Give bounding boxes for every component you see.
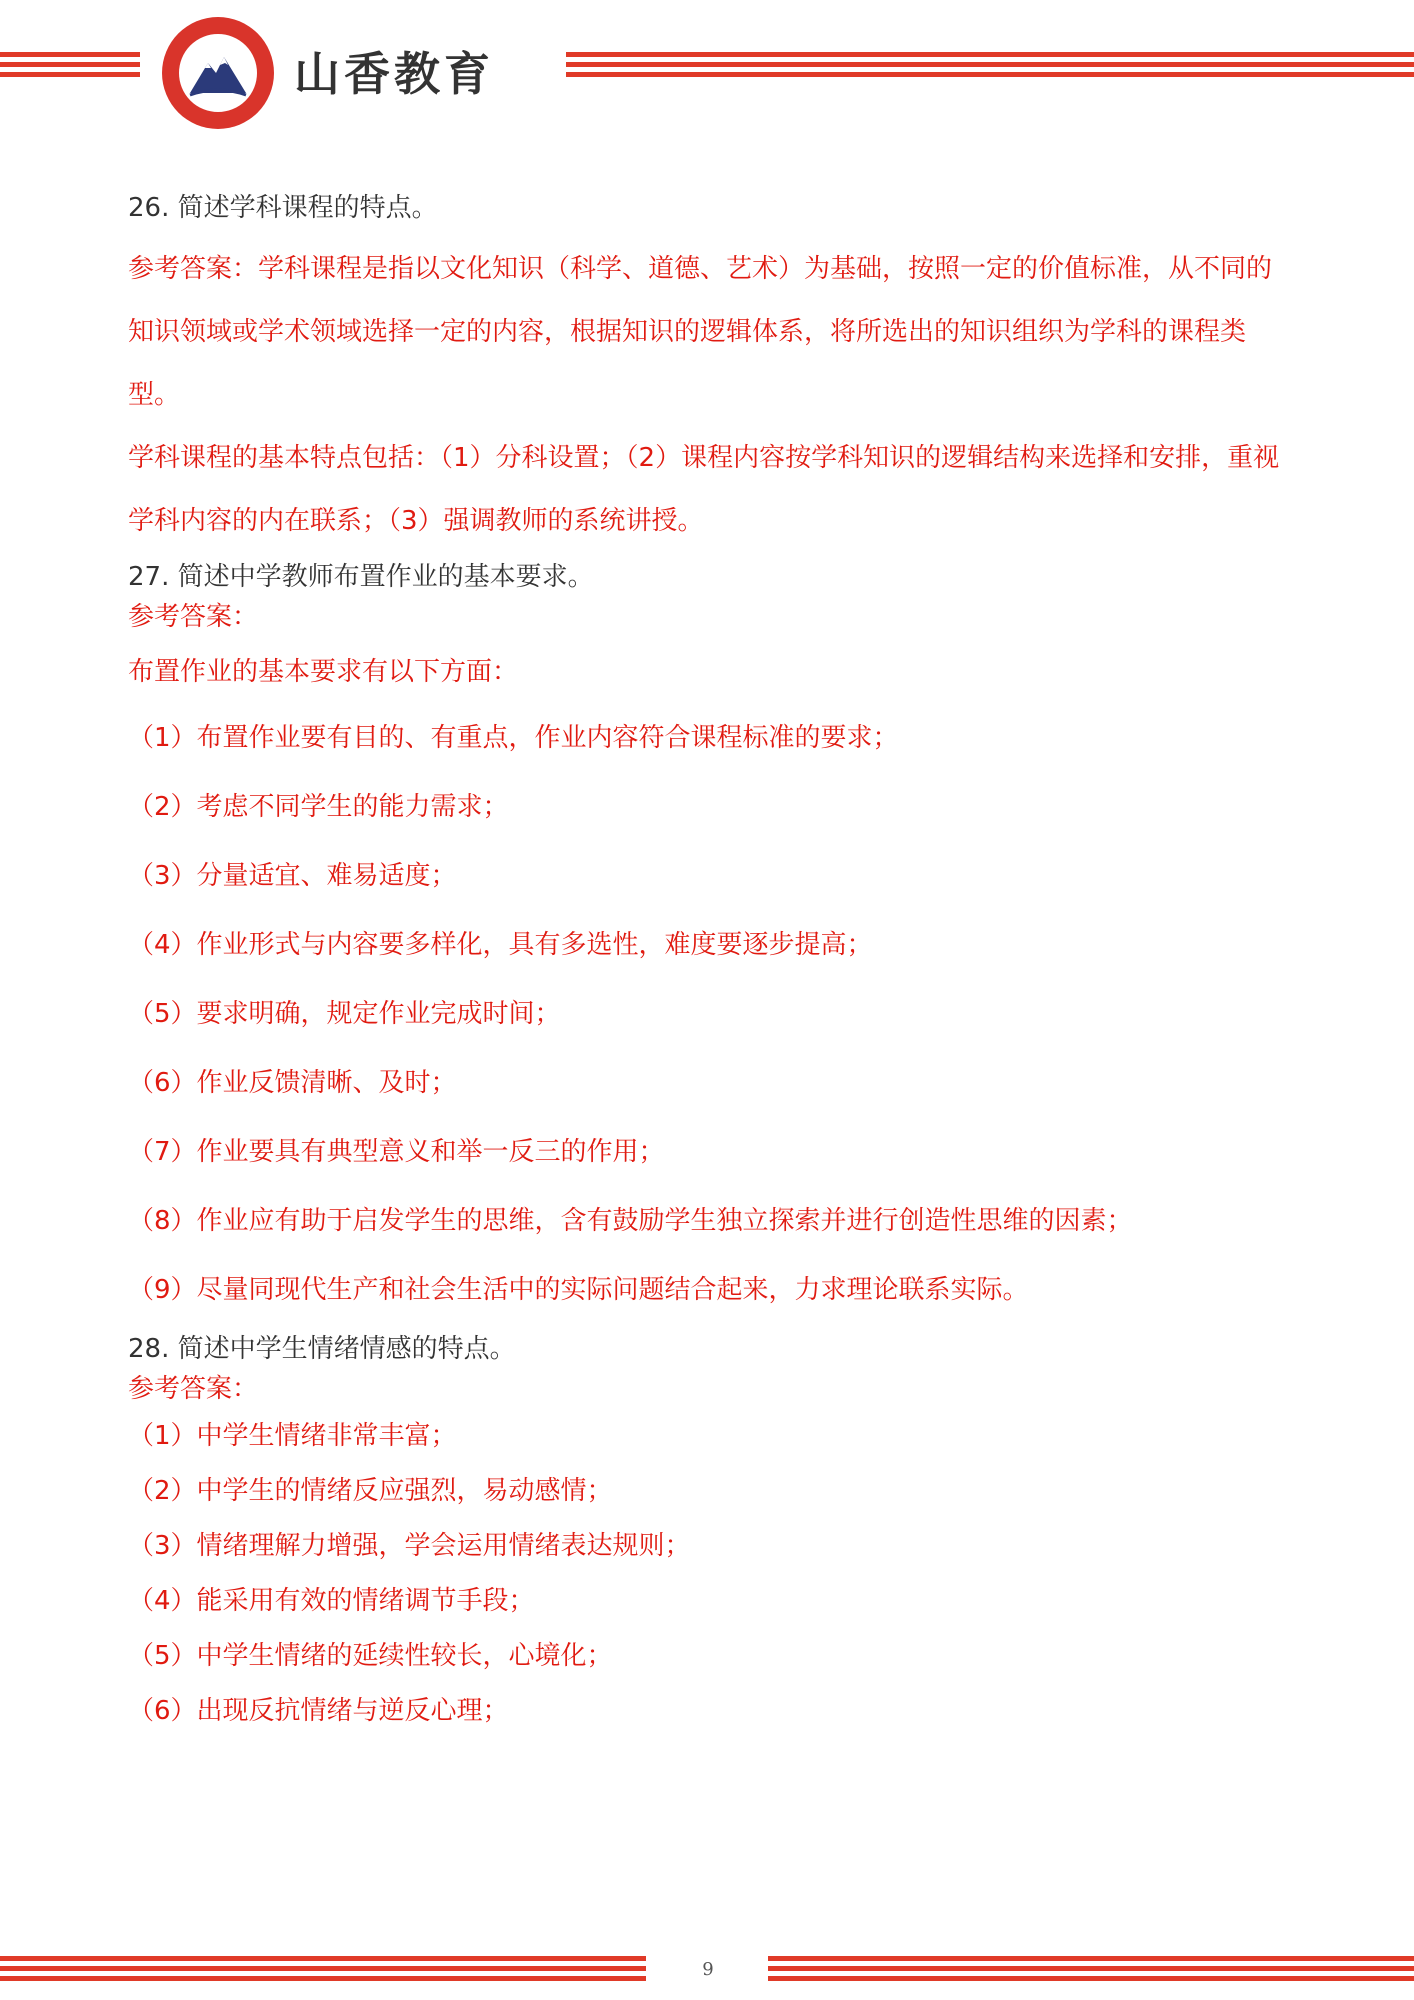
answer-27-intro: 布置作业的基本要求有以下方面： — [128, 657, 519, 687]
list-item: （5）要求明确，规定作业完成时间； — [128, 999, 561, 1029]
list-item: （8）作业应有助于启发学生的思维，含有鼓励学生独立探索并进行创造性思维的因素； — [128, 1206, 1133, 1236]
answer-27-list — [128, 704, 1288, 1325]
page-number: 9 — [702, 1959, 714, 1980]
list-item: （3）分量适宜、难易适度； — [128, 861, 457, 891]
list-item: （5）中学生情绪的延续性较长，心境化； — [128, 1641, 613, 1671]
answer-27-label: 参考答案： — [128, 602, 259, 632]
answer-26-paragraph-2: 学科课程的基本特点包括：（1）分科设置；（2）课程内容按学科知识的逻辑结构来选择和安排，重视学科内容的内在联系；（3）强调教师的系统讲授。 — [128, 443, 1280, 536]
list-item: （2）考虑不同学生的能力需求； — [128, 792, 509, 822]
list-item: （1）布置作业要有目的、有重点，作业内容符合课程标准的要求； — [128, 723, 899, 753]
list-item: （2）中学生的情绪反应强烈，易动感情； — [128, 1476, 613, 1506]
shanxiang-logo-seal — [160, 15, 276, 131]
list-item: （4）能采用有效的情绪调节手段； — [128, 1586, 535, 1616]
list-item: （9）尽量同现代生产和社会生活中的实际问题结合起来，力求理论联系实际。 — [128, 1275, 1029, 1305]
footer-stripes-right — [768, 1956, 1414, 1986]
answer-28-label: 参考答案： — [128, 1374, 259, 1404]
answer-28-list — [128, 1409, 1288, 1739]
question-28: 28. 简述中学生情绪情感的特点。 — [128, 1334, 516, 1364]
page-header — [0, 0, 1414, 130]
list-item: （3）情绪理解力增强，学会运用情绪表达规则； — [128, 1531, 691, 1561]
answer-26-paragraph-1: 参考答案：学科课程是指以文化知识（科学、道德、艺术）为基础，按照一定的价值标准，从不同的知识领域或学术领域选择一定的内容，根据知识的逻辑体系，将所选出的知识组织为学科的课程类型。 — [128, 254, 1273, 410]
header-stripes-left — [0, 52, 140, 82]
question-27: 27. 简述中学教师布置作业的基本要求。 — [128, 562, 594, 592]
list-item: （1）中学生情绪非常丰富； — [128, 1421, 457, 1451]
list-item: （6）作业反馈清晰、及时； — [128, 1068, 457, 1098]
footer-stripes-left — [0, 1956, 646, 1986]
header-stripes-right — [566, 52, 1414, 82]
list-item: （7）作业要具有典型意义和举一反三的作用； — [128, 1137, 665, 1167]
list-item: （6）出现反抗情绪与逆反心理； — [128, 1696, 509, 1726]
list-item: （4）作业形式与内容要多样化，具有多选性，难度要逐步提高； — [128, 930, 873, 960]
question-26: 26. 简述学科课程的特点。 — [128, 193, 438, 223]
brand-name: 山香教育 — [294, 47, 494, 101]
document-body — [128, 188, 1288, 1739]
